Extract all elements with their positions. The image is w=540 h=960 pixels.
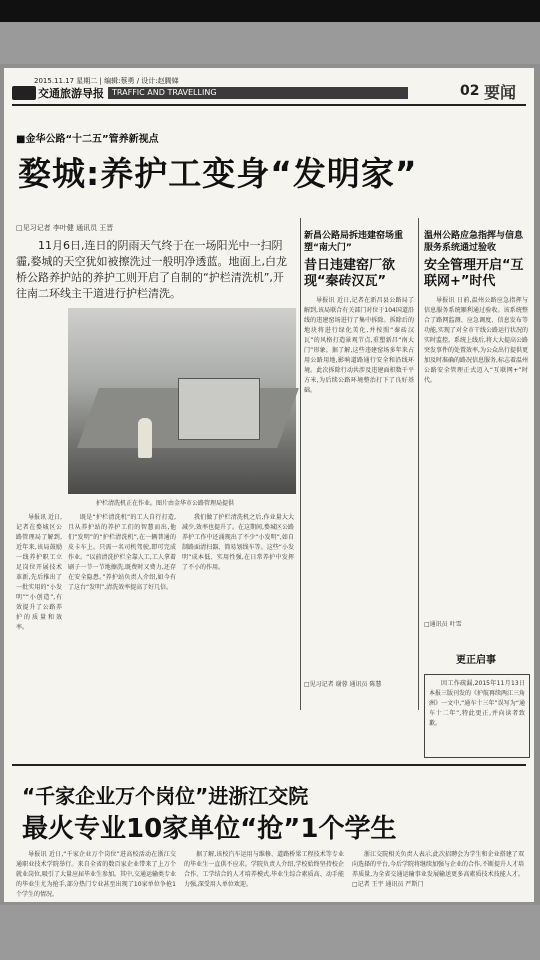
main-headline: 婺城:养护工变身“发明家” xyxy=(18,154,418,193)
photo-machine xyxy=(178,378,260,440)
main-byline: □见习记者 李叶健 通讯员 王晋 xyxy=(16,224,114,232)
notice-body: 因工作疏漏,2015年11月13日本报三版刊发的《护航再续两江三角洲》一文中,“通车十三年”误写为“通车十二年”,特此更正,并向读者致歉。 xyxy=(429,680,525,727)
notice-box xyxy=(424,674,530,758)
section-name: 要闻 xyxy=(484,83,517,102)
bottom-column-3: 浙江交院相关负责人表示,此次招聘会为学生和企业搭建了双向选择的平台,今后学院将继续加强与企业的合作,不断提升人才培养质量,为全省交通运输事业发展输送更多高素质技术技能人才。□记者 王宇 通讯员 严斯门 xyxy=(352,851,524,888)
main-column-side: 导报讯 近日,记者在婺城区公路管理局了解到,近年来,该局鼓励一线养护职工立足岗位开展技术革新,先后推出了一批实用的“小发明”“小创造”,有效提升了公路养护的质量和效率。 xyxy=(16,514,62,631)
story3-subtitle: 安全管理开启“互联网+”时代 xyxy=(424,258,524,289)
story2-body: 导报讯 近日,记者在新昌县公路局了解到,该局联合有关部门对位于104国道沿线的违建窑场进行了集中拆除。拆除后的地块将进行绿化美化,并按照“秦砖汉瓦”的风格打造景观节点,重塑新昌“南大门”形象。据了解,这些违建窑场多年来占用公路用地,影响道路通行安全和沿线环境。此次拆除行动共涉及违建面积数千平方米,为后续公路环境整治打下了良好基础。 xyxy=(304,297,414,394)
paper-logo-icon xyxy=(12,86,36,100)
main-kicker: ■金华公路“十二五”管养新视点 xyxy=(16,134,159,145)
reader-top-toolbar xyxy=(0,22,540,64)
story3-footer: □通讯员 叶雪 xyxy=(424,621,462,628)
column-divider-2 xyxy=(418,218,419,710)
header-band-text: TRAFFIC AND TRAVELLING xyxy=(112,88,217,97)
notice-title: 更正启事 xyxy=(456,655,496,666)
header-band xyxy=(108,87,408,99)
main-column-2: 我们做了护栏清洗机之后,作业量大大减少,效率也提升了。在这期间,婺城区公路养护工作中还涌现出了不少“小发明”,如自制路面清扫器、简易划线车等。这些“小发明”成本低、实用性强,在日常养护中发挥了不小的作用。 xyxy=(182,514,294,571)
main-lead: 11月6日,连日的阴雨天气终于在一场阳光中一扫阴霾,婺城的天空犹如被擦洗过一般明净透蓝。地面上,白龙桥公路养护站的养护工则开启了自制的“护栏清洗机”,开往南二环线主干道进行护栏清洗。 xyxy=(16,239,287,300)
story2-footer: □见习记者 谢蓉 通讯员 陈慧 xyxy=(304,681,382,688)
issue-meta: 2015.11.17 星期二 | 编辑:蔡勇 / 设计:赵腾娣 xyxy=(34,77,179,85)
bottom-rule xyxy=(12,764,526,766)
status-bar xyxy=(0,0,540,22)
article-photo[interactable] xyxy=(68,308,296,494)
bottom-column-1: 导报讯 近日,“千家企业万个岗位”进高校活动在浙江交通职业技术学院举行。来自全省的数百家企业带来了上万个就业岗位,吸引了大量应届毕业生参加。其中,交通运输类专业的毕业生尤为抢手,部分热门专业甚至出现了10家单位争抢1个学生的情况。 xyxy=(16,851,176,898)
reader-bottom-toolbar xyxy=(0,905,540,960)
bottom-column-2: 据了解,该校汽车运用与维修、道路桥梁工程技术等专业的毕业生一直供不应求。学院负责人介绍,学校始终坚持校企合作、工学结合的人才培养模式,毕业生综合素质高、动手能力强,深受用人单位欢迎。 xyxy=(184,851,344,888)
column-divider-1 xyxy=(300,218,301,710)
photo-caption: 护栏清洗机正在作业。图片由金华市公路管理局提供 xyxy=(96,500,235,507)
main-column-1: 既是“护栏清洗机”的工人自行打造,且从养护站的养护工们的智慧而出,他们“发明”的“护栏清洗机”,在一辆普通的皮卡车上。只需一名司机驾驶,即可完成作业。“以前清洗护栏全靠人工,工人拿着刷子一节一节地擦洗,既费时又费力,还存在安全隐患。”养护站负责人介绍,如今有了这台“发明”,清洗效率提高了好几倍。 xyxy=(68,514,176,591)
header-rule xyxy=(12,104,526,106)
story3-body: 导报讯 日前,温州公路应急指挥与信息服务系统顺利通过验收。该系统整合了路网监测、应急调度、信息发布等功能,实现了对全市干线公路运行状况的实时监控。系统上线后,将大大提高公路突发事件的处置效率,为公众出行提供更加及时准确的路况信息服务,标志着温州公路安全管理正式迈入“互联网+”时代。 xyxy=(424,297,528,384)
paper-name: 交通旅游导报 xyxy=(38,87,104,100)
story2-title: 新昌公路局拆违建窑场重塑“南大门” xyxy=(304,231,404,253)
bottom-subtitle: “千家企业万个岗位”进浙江交院 xyxy=(22,784,309,808)
photo-worker xyxy=(138,418,152,458)
newspaper-page[interactable] xyxy=(4,68,534,902)
story2-subtitle: 昔日违建窑厂欲现“秦砖汉瓦” xyxy=(304,258,396,289)
page-number: 02 xyxy=(460,83,480,99)
story3-title: 温州公路应急指挥与信息服务系统通过验收 xyxy=(424,231,524,253)
bottom-headline: 最火专业10家单位“抢”1个学生 xyxy=(22,814,397,844)
